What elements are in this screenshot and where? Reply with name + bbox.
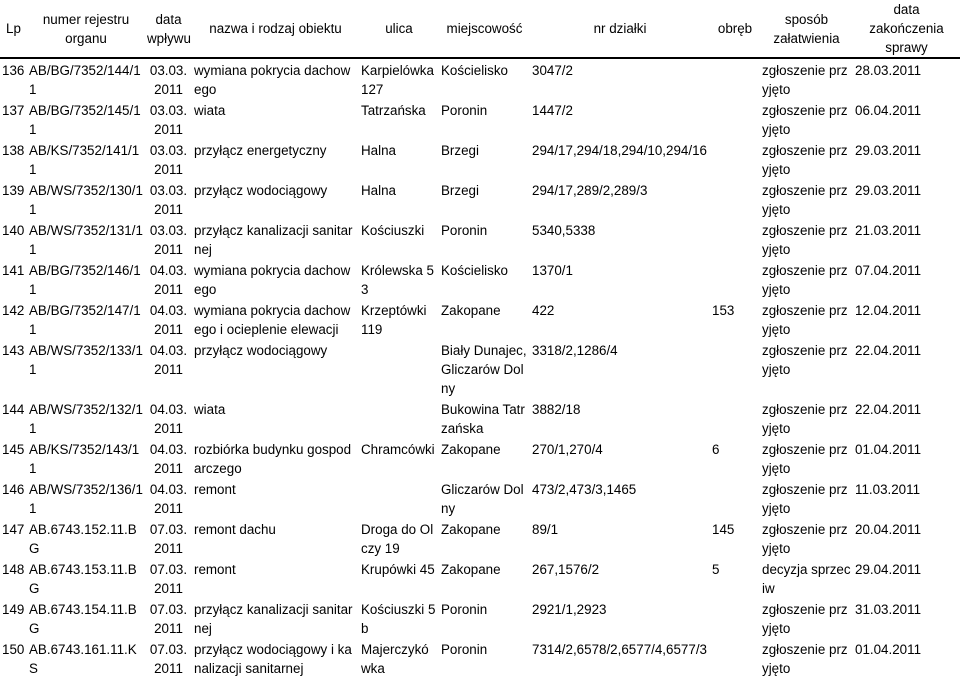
cell-register-number: AB/KS/7352/143/11 bbox=[29, 442, 140, 476]
cell-street: Krzeptówki 119 bbox=[361, 303, 427, 337]
cell-locality: Zakopane bbox=[441, 522, 501, 537]
cell-object: wymiana pokrycia dachowego bbox=[194, 63, 351, 97]
cell-receipt-date: 07.03.2011 bbox=[149, 562, 188, 596]
cell-street: Droga do Olczy 19 bbox=[361, 522, 434, 556]
cell-register-number: AB/BG/7352/144/11 bbox=[29, 63, 141, 97]
cell-precinct bbox=[710, 179, 760, 219]
cell-receipt-date: 03.03.2011 bbox=[149, 143, 188, 177]
cell-register-number: AB/KS/7352/141/11 bbox=[29, 143, 140, 177]
cell-receipt-date: 03.03.2011 bbox=[149, 103, 188, 137]
cell-lp: 139 bbox=[2, 183, 25, 198]
cell-receipt-date: 04.03.2011 bbox=[149, 303, 188, 337]
cell-locality: Zakopane bbox=[441, 303, 501, 318]
cell-lp: 142 bbox=[2, 303, 25, 318]
cell-street: Halna bbox=[361, 143, 396, 158]
cell-receipt-date: 04.03.2011 bbox=[149, 343, 188, 377]
cell-lp: 148 bbox=[2, 562, 25, 577]
cell-closing-date: 31.03.2011 bbox=[855, 602, 922, 617]
cell-precinct bbox=[710, 58, 760, 99]
cell-resolution: zgłoszenie przyjęto bbox=[762, 522, 848, 556]
cell-register-number: AB/WS/7352/132/11 bbox=[29, 402, 143, 436]
cell-closing-date: 12.04.2011 bbox=[855, 303, 922, 318]
cell-closing-date: 29.03.2011 bbox=[855, 143, 922, 158]
cell-street bbox=[359, 339, 439, 398]
table-row bbox=[0, 259, 960, 299]
cell-plot-number: 89/1 bbox=[532, 522, 559, 537]
cell-plot-number: 294/17,289/2,289/3 bbox=[532, 183, 648, 198]
cell-precinct: 5 bbox=[712, 562, 720, 577]
table-row bbox=[0, 58, 960, 99]
cell-street: Majerczykówka bbox=[361, 642, 429, 676]
header-closing-date: data zakończenia sprawy bbox=[853, 0, 960, 58]
cell-street: Karpielówka 127 bbox=[361, 63, 434, 97]
cell-receipt-date: 03.03.2011 bbox=[149, 183, 188, 217]
cell-locality: Poronin bbox=[441, 642, 488, 657]
cell-street: Krupówki 45 bbox=[361, 562, 435, 577]
table-row bbox=[0, 598, 960, 638]
cell-locality: Kościelisko bbox=[441, 263, 508, 278]
cell-precinct bbox=[710, 99, 760, 139]
cell-object: rozbiórka budynku gospodarczego bbox=[194, 442, 352, 476]
cell-precinct: 153 bbox=[712, 303, 735, 318]
cell-closing-date: 21.03.2011 bbox=[855, 223, 922, 238]
cell-closing-date: 07.04.2011 bbox=[855, 263, 922, 278]
cell-object: wiata bbox=[194, 103, 226, 118]
cell-precinct: 145 bbox=[712, 522, 735, 537]
cell-plot-number: 294/17,294/18,294/10,294/16 bbox=[532, 143, 707, 158]
cell-resolution: zgłoszenie przyjęto bbox=[762, 303, 848, 337]
cell-register-number: AB.6743.153.11.BG bbox=[29, 562, 137, 596]
cell-object: przyłącz energetyczny bbox=[194, 143, 327, 158]
table-row bbox=[0, 139, 960, 179]
cell-closing-date: 28.03.2011 bbox=[855, 63, 922, 78]
cell-receipt-date: 04.03.2011 bbox=[149, 442, 188, 476]
cell-lp: 146 bbox=[2, 482, 25, 497]
cell-register-number: AB/BG/7352/145/11 bbox=[29, 103, 141, 137]
cell-object: wymiana pokrycia dachowego bbox=[194, 263, 351, 297]
cell-closing-date: 06.04.2011 bbox=[855, 103, 922, 118]
cell-precinct bbox=[710, 219, 760, 259]
cell-receipt-date: 07.03.2011 bbox=[149, 602, 188, 636]
cell-precinct bbox=[710, 478, 760, 518]
cell-locality: Poronin bbox=[441, 223, 488, 238]
cell-object: przyłącz wodociągowy bbox=[194, 343, 328, 358]
cell-object: przyłącz kanalizacji sanitarnej bbox=[194, 602, 353, 636]
table-row bbox=[0, 478, 960, 518]
cell-street bbox=[359, 398, 439, 438]
cell-street: Chramcówki bbox=[361, 442, 435, 457]
cell-closing-date: 01.04.2011 bbox=[855, 442, 922, 457]
cell-resolution: zgłoszenie przyjęto bbox=[762, 63, 848, 97]
cell-locality: Gliczarów Dolny bbox=[441, 482, 524, 516]
cell-locality: Poronin bbox=[441, 103, 488, 118]
cell-precinct bbox=[710, 139, 760, 179]
cell-street: Kościuszki bbox=[361, 223, 425, 238]
cell-closing-date: 29.03.2011 bbox=[855, 183, 922, 198]
cell-object: przyłącz wodociągowy i kanalizacji sanitarnej bbox=[194, 642, 352, 676]
header-street: ulica bbox=[359, 0, 439, 58]
cell-plot-number: 267,1576/2 bbox=[532, 562, 600, 577]
table-row bbox=[0, 558, 960, 598]
cell-locality: Brzegi bbox=[441, 183, 479, 198]
table-row bbox=[0, 398, 960, 438]
cell-register-number: AB.6743.154.11.BG bbox=[29, 602, 137, 636]
table-row bbox=[0, 179, 960, 219]
cell-lp: 140 bbox=[2, 223, 25, 238]
cell-lp: 145 bbox=[2, 442, 25, 457]
cell-closing-date: 20.04.2011 bbox=[855, 522, 922, 537]
header-resolution: sposób załatwienia bbox=[760, 0, 853, 58]
table-row bbox=[0, 299, 960, 339]
cell-resolution: zgłoszenie przyjęto bbox=[762, 263, 848, 297]
cell-lp: 150 bbox=[2, 642, 25, 657]
header-register-number: numer rejestru organu bbox=[27, 0, 145, 58]
cell-street: Tatrzańska bbox=[361, 103, 426, 118]
cell-plot-number: 5340,5338 bbox=[532, 223, 596, 238]
cell-precinct bbox=[710, 638, 760, 678]
cell-resolution: decyzja sprzeciw bbox=[762, 562, 851, 596]
header-plot-number: nr działki bbox=[530, 0, 710, 58]
cell-resolution: zgłoszenie przyjęto bbox=[762, 183, 848, 217]
cell-lp: 136 bbox=[2, 63, 25, 78]
cell-precinct bbox=[710, 598, 760, 638]
table-header-row bbox=[0, 0, 960, 58]
cell-locality: Brzegi bbox=[441, 143, 479, 158]
cell-receipt-date: 04.03.2011 bbox=[149, 402, 188, 436]
cell-register-number: AB/WS/7352/130/11 bbox=[29, 183, 143, 217]
cell-register-number: AB/WS/7352/136/11 bbox=[29, 482, 143, 516]
cell-register-number: AB/WS/7352/131/11 bbox=[29, 223, 143, 257]
cell-closing-date: 29.04.2011 bbox=[855, 562, 922, 577]
cell-locality: Zakopane bbox=[441, 442, 501, 457]
table-row bbox=[0, 99, 960, 139]
header-locality: miejscowość bbox=[439, 0, 530, 58]
cell-object: remont bbox=[194, 482, 236, 497]
cell-lp: 138 bbox=[2, 143, 25, 158]
cell-object: wiata bbox=[194, 402, 226, 417]
cell-receipt-date: 07.03.2011 bbox=[149, 522, 188, 556]
cell-register-number: AB.6743.161.11.KS bbox=[29, 642, 137, 676]
header-lp: Lp bbox=[0, 0, 27, 58]
cell-locality: Zakopane bbox=[441, 562, 501, 577]
cell-plot-number: 7314/2,6578/2,6577/4,6577/3 bbox=[532, 642, 707, 657]
cell-lp: 147 bbox=[2, 522, 25, 537]
cell-resolution: zgłoszenie przyjęto bbox=[762, 343, 848, 377]
table-row bbox=[0, 518, 960, 558]
cell-precinct bbox=[710, 398, 760, 438]
cell-receipt-date: 07.03.2011 bbox=[149, 642, 188, 676]
cell-register-number: AB.6743.152.11.BG bbox=[29, 522, 137, 556]
cell-plot-number: 3318/2,1286/4 bbox=[532, 343, 618, 358]
cell-closing-date: 01.04.2011 bbox=[855, 642, 922, 657]
cell-precinct bbox=[710, 259, 760, 299]
cell-resolution: zgłoszenie przyjęto bbox=[762, 602, 848, 636]
cell-plot-number: 3047/2 bbox=[532, 63, 573, 78]
cell-plot-number: 1447/2 bbox=[532, 103, 573, 118]
cell-register-number: AB/WS/7352/133/11 bbox=[29, 343, 143, 377]
cell-plot-number: 422 bbox=[532, 303, 555, 318]
cell-plot-number: 2921/1,2923 bbox=[532, 602, 607, 617]
cell-resolution: zgłoszenie przyjęto bbox=[762, 143, 848, 177]
cell-locality: Bukowina Tatrzańska bbox=[441, 402, 525, 436]
cell-plot-number: 1370/1 bbox=[532, 263, 573, 278]
cell-lp: 143 bbox=[2, 343, 25, 358]
cell-resolution: zgłoszenie przyjęto bbox=[762, 103, 848, 137]
cell-locality: Kościelisko bbox=[441, 63, 508, 78]
cell-register-number: AB/BG/7352/147/11 bbox=[29, 303, 141, 337]
table-row bbox=[0, 638, 960, 678]
cell-closing-date: 22.04.2011 bbox=[855, 343, 922, 358]
cell-street: Kościuszki 5b bbox=[361, 602, 436, 636]
cell-lp: 141 bbox=[2, 263, 25, 278]
cell-receipt-date: 04.03.2011 bbox=[149, 263, 188, 297]
cell-resolution: zgłoszenie przyjęto bbox=[762, 402, 848, 436]
cell-object: przyłącz kanalizacji sanitarnej bbox=[194, 223, 353, 257]
cell-receipt-date: 03.03.2011 bbox=[149, 223, 188, 257]
cell-plot-number: 473/2,473/3,1465 bbox=[532, 482, 637, 497]
cell-lp: 137 bbox=[2, 103, 25, 118]
cell-street: Królewska 53 bbox=[361, 263, 434, 297]
cell-receipt-date: 03.03.2011 bbox=[149, 63, 188, 97]
cell-lp: 144 bbox=[2, 402, 25, 417]
cell-receipt-date: 04.03.2011 bbox=[149, 482, 188, 516]
header-precinct: obręb bbox=[710, 0, 760, 58]
cell-plot-number: 3882/18 bbox=[532, 402, 581, 417]
table-row bbox=[0, 219, 960, 259]
cell-resolution: zgłoszenie przyjęto bbox=[762, 642, 848, 676]
cell-register-number: AB/BG/7352/146/11 bbox=[29, 263, 141, 297]
cell-object: wymiana pokrycia dachowego i ocieplenie elewacji bbox=[194, 303, 351, 337]
cell-precinct bbox=[710, 339, 760, 398]
cell-resolution: zgłoszenie przyjęto bbox=[762, 482, 848, 516]
cell-object: przyłącz wodociągowy bbox=[194, 183, 328, 198]
cell-object: remont bbox=[194, 562, 236, 577]
header-object: nazwa i rodzaj obiektu bbox=[192, 0, 359, 58]
header-receipt-date: data wpływu bbox=[145, 0, 192, 58]
cell-street: Halna bbox=[361, 183, 396, 198]
cell-street bbox=[359, 478, 439, 518]
cell-object: remont dachu bbox=[194, 522, 276, 537]
cell-resolution: zgłoszenie przyjęto bbox=[762, 442, 848, 476]
cell-locality: Biały Dunajec, Gliczarów Dolny bbox=[441, 343, 527, 396]
cell-precinct: 6 bbox=[712, 442, 720, 457]
table-row bbox=[0, 339, 960, 398]
cell-closing-date: 22.04.2011 bbox=[855, 402, 922, 417]
cell-closing-date: 11.03.2011 bbox=[855, 482, 921, 497]
cell-resolution: zgłoszenie przyjęto bbox=[762, 223, 848, 257]
cell-plot-number: 270/1,270/4 bbox=[532, 442, 603, 457]
cell-lp: 149 bbox=[2, 602, 25, 617]
table-row bbox=[0, 438, 960, 478]
cell-locality: Poronin bbox=[441, 602, 488, 617]
